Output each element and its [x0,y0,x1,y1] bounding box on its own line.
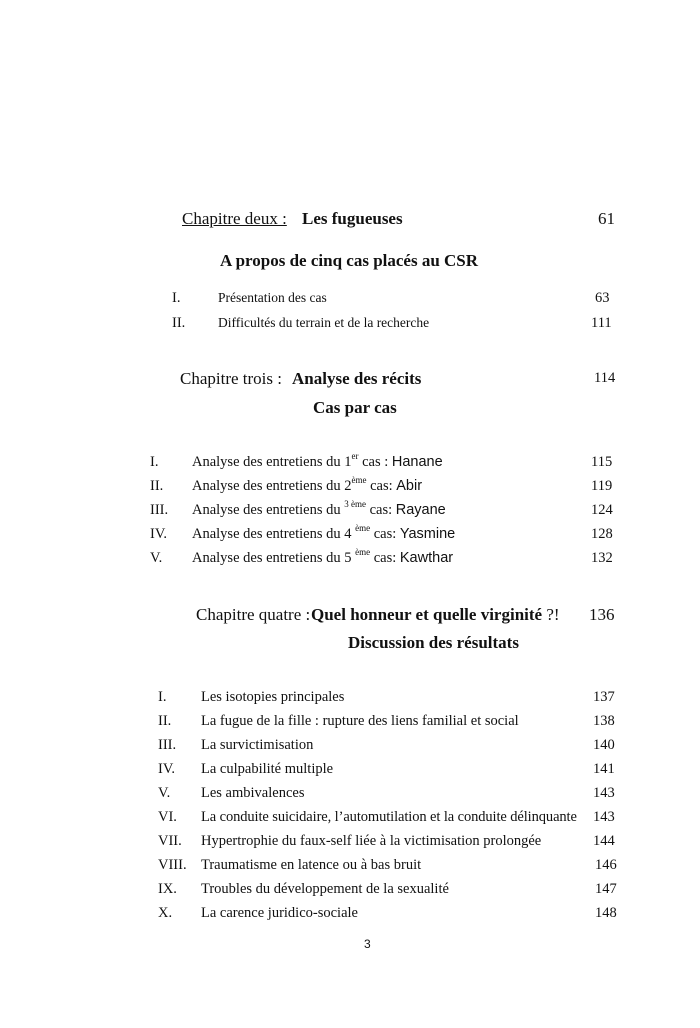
chapter4-title: Quel honneur et quelle virginité ?! [311,605,560,624]
toc-item-page: 143 [593,785,615,801]
toc-item-number: X. [158,905,173,921]
toc-item-text: Hypertrophie du faux-self liée à la victimisation prolongée [201,833,542,849]
toc-item-page: 146 [595,857,617,873]
toc-item-number: VII. [158,833,182,849]
toc-item-number: IX. [158,881,177,897]
toc-item-text: Analyse des entretiens du 1er cas : Hanane [192,451,443,470]
chapter2-subtitle: A propos de cinq cas placés au CSR [220,251,479,270]
chapter2-title: Les fugueuses [302,209,403,228]
chapter3-label: Chapitre trois : [180,369,282,388]
toc-item-page: 141 [593,761,615,777]
toc-item-number: V. [158,785,171,801]
chapter4-label: Chapitre quatre : [196,605,311,624]
chapter3-title: Analyse des récits [292,369,422,388]
toc-item-number: II. [150,478,164,494]
toc-item-text: Troubles du développement de la sexualité [201,881,449,897]
toc-item-number: I. [158,689,167,705]
toc-item-number: III. [158,737,177,753]
chapter4-page: 136 [589,605,615,624]
chapter2-page: 61 [598,209,615,228]
chapter2-label: Chapitre deux : [182,209,287,228]
toc-item-page: 128 [591,526,613,542]
toc-item-text: La conduite suicidaire, l’automutilation et la conduite délinquante [201,809,577,825]
toc-item-page: 143 [593,809,615,825]
toc-item-text: Analyse des entretiens du $^{3 ème}$ cas: Rayane [192,499,446,518]
toc-item-text: Difficultés du terrain et de la recherche [218,315,430,330]
toc-item-text: La fugue de la fille : rupture des liens familial et social [201,713,519,729]
toc-item-page: 137 [593,689,615,705]
toc-item-text: Présentation des cas [218,290,327,305]
toc-item-page: 111 [591,315,612,331]
toc-item-number: III. [150,502,169,518]
toc-item-number: II. [172,315,186,331]
toc-item-text: La culpabilité multiple [201,761,334,777]
toc-item-text: Analyse des entretiens du 2ème cas: Abir [192,475,423,494]
toc-item-text: Analyse des entretiens du 5 $^{ème}$ cas: Kawthar [192,547,454,566]
toc-item-page: 63 [595,290,610,306]
toc-item-page: 144 [593,833,615,849]
toc-item-page: 148 [595,905,617,921]
page-number: 3 [364,937,371,951]
toc-item-text: Les ambivalences [201,785,305,801]
toc-item-page: 119 [591,478,613,494]
toc-item-page: 115 [591,454,613,470]
toc-item-page: 140 [593,737,615,753]
chapter3-page: 114 [594,370,616,386]
toc-item-number: II. [158,713,172,729]
toc-item-page: 132 [591,550,613,566]
toc-item-text: Les isotopies principales [201,689,345,705]
toc-item-page: 124 [591,502,613,518]
toc-item-number: I. [150,454,159,470]
toc-item-number: IV. [158,761,176,777]
toc-item-text: Traumatisme en latence ou à bas bruit [201,857,422,873]
toc-item-number: V. [150,550,163,566]
toc-item-number: VI. [158,809,177,825]
chapter3-subtitle: Cas par cas [313,398,397,417]
toc-item-number: VIII. [158,857,187,873]
toc-item-text: Analyse des entretiens du 4 $^{ème}$ cas: Yasmine [192,523,456,542]
toc-item-number: IV. [150,526,168,542]
toc-item-number: I. [172,290,181,306]
toc-item-text: La survictimisation [201,737,314,753]
toc-item-page: 138 [593,713,615,729]
chapter4-subtitle: Discussion des résultats [348,633,519,652]
toc-item-page: 147 [595,881,617,897]
toc-item-text: La carence juridico-sociale [201,905,358,921]
